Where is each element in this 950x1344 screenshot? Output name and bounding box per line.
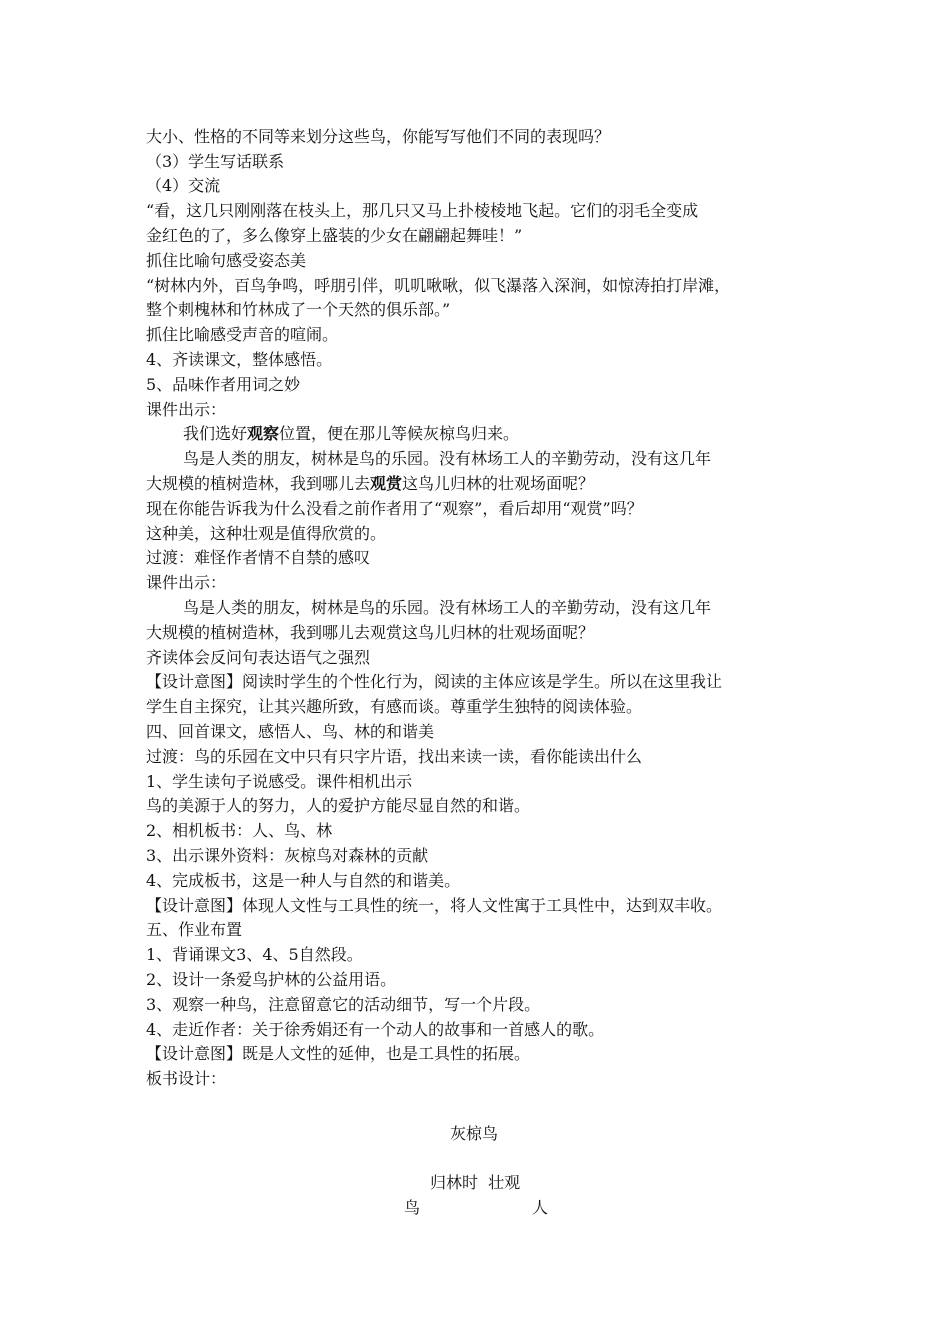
paragraph-line: 过渡：难怪作者情不自禁的感叹: [146, 548, 371, 567]
paragraph-line: “树林内外，百鸟争鸣，呼朋引伴，叽叽啾啾，似飞瀑落入深涧，如惊涛拍打岸滩，: [146, 276, 731, 295]
paragraph-line: 4、走近作者：关于徐秀娟还有一个动人的故事和一首感人的歌。: [146, 1020, 605, 1039]
paragraph-line: 大小、性格的不同等来划分这些鸟，你能写写他们不同的表现吗？: [146, 127, 611, 146]
paragraph-line: 齐读体会反问句表达语气之强烈: [146, 648, 371, 667]
paragraph-line: “看，这几只刚刚落在枝头上，那几只又马上扑棱棱地飞起。它们的羽毛全变成: [146, 201, 699, 220]
paragraph-line: [183, 423, 519, 445]
text-run: 位置，便在那儿等候灰椋鸟归来。: [279, 424, 520, 443]
paragraph-line: （3）学生写话联系: [146, 152, 285, 171]
paragraph-line: 学生自主探究，让其兴趣所致，有感而谈。尊重学生独特的阅读体验。: [146, 697, 643, 716]
board-row: 归林时 壮观: [430, 1173, 521, 1192]
paragraph-line: 这种美，这种壮观是值得欣赏的。: [146, 524, 387, 543]
paragraph-line: 鸟是人类的朋友，树林是鸟的乐园。没有林场工人的辛勤劳动，没有这几年: [183, 598, 712, 617]
paragraph-line: 金红色的了，多么像穿上盛装的少女在翩翩起舞哇！”: [146, 226, 523, 245]
paragraph-line: 【设计意图】体现人文性与工具性的统一，将人文性寓于工具性中，达到双丰收。: [146, 896, 723, 915]
paragraph-line: 【设计意图】既是人文性的延伸，也是工具性的拓展。: [146, 1044, 531, 1063]
paragraph-line: 【设计意图】阅读时学生的个性化行为，阅读的主体应该是学生。所以在这里我让: [146, 672, 723, 691]
paragraph-line: 鸟是人类的朋友，树林是鸟的乐园。没有林场工人的辛勤劳动，没有这几年: [183, 449, 712, 468]
paragraph-line: 整个刺槐林和竹林成了一个天然的俱乐部。”: [146, 300, 451, 319]
paragraph-line: 3、观察一种鸟，注意留意它的活动细节，写一个片段。: [146, 995, 541, 1014]
paragraph-line: 1、背诵课文3、4、5自然段。: [146, 945, 363, 964]
paragraph-line: 四、回首课文，感悟人、鸟、林的和谐美: [146, 722, 435, 741]
board-left-label: 鸟: [404, 1198, 421, 1217]
text-run: 我们选好: [183, 424, 248, 443]
paragraph-line: 5、品味作者用词之妙: [146, 375, 301, 394]
paragraph-line: 鸟的美源于人的努力，人的爱护方能尽显自然的和谐。: [146, 796, 531, 815]
paragraph-line: 4、完成板书，这是一种人与自然的和谐美。: [146, 871, 461, 890]
paragraph-line: 抓住比喻感受声音的喧闹。: [146, 325, 339, 344]
text-run: 这鸟儿归林的壮观场面呢？: [402, 474, 595, 493]
paragraph-line: 3、出示课外资料：灰椋鸟对森林的贡献: [146, 846, 429, 865]
paragraph-line: 板书设计：: [146, 1069, 227, 1088]
paragraph-line: 五、作业布置: [146, 920, 243, 939]
text-run: 大规模的植树造林，我到哪儿去: [146, 474, 371, 493]
bold-word: 观察: [247, 424, 280, 443]
paragraph-line: 4、齐读课文，整体感悟。: [146, 350, 333, 369]
paragraph-line: 课件出示：: [146, 573, 227, 592]
bold-word: 观赏: [370, 474, 403, 493]
paragraph-line: 抓住比喻句感受姿态美: [146, 251, 307, 270]
paragraph-line: 2、相机板书：人、鸟、林: [146, 821, 333, 840]
paragraph-line: 过渡：鸟的乐园在文中只有只字片语，找出来读一读，看你能读出什么: [146, 747, 643, 766]
paragraph-line: [146, 473, 594, 495]
paragraph-line: 2、设计一条爱鸟护林的公益用语。: [146, 970, 397, 989]
paragraph-line: 现在你能告诉我为什么没看之前作者用了“观察”，看后却用“观赏”吗？: [146, 499, 643, 518]
paragraph-line: 大规模的植树造林，我到哪儿去观赏这鸟儿归林的壮观场面呢？: [146, 623, 595, 642]
paragraph-line: 1、学生读句子说感受。课件相机出示: [146, 772, 413, 791]
board-right-label: 人: [532, 1198, 549, 1217]
board-title: 灰椋鸟: [450, 1124, 499, 1143]
paragraph-line: 课件出示：: [146, 400, 227, 419]
paragraph-line: （4）交流: [146, 176, 221, 195]
